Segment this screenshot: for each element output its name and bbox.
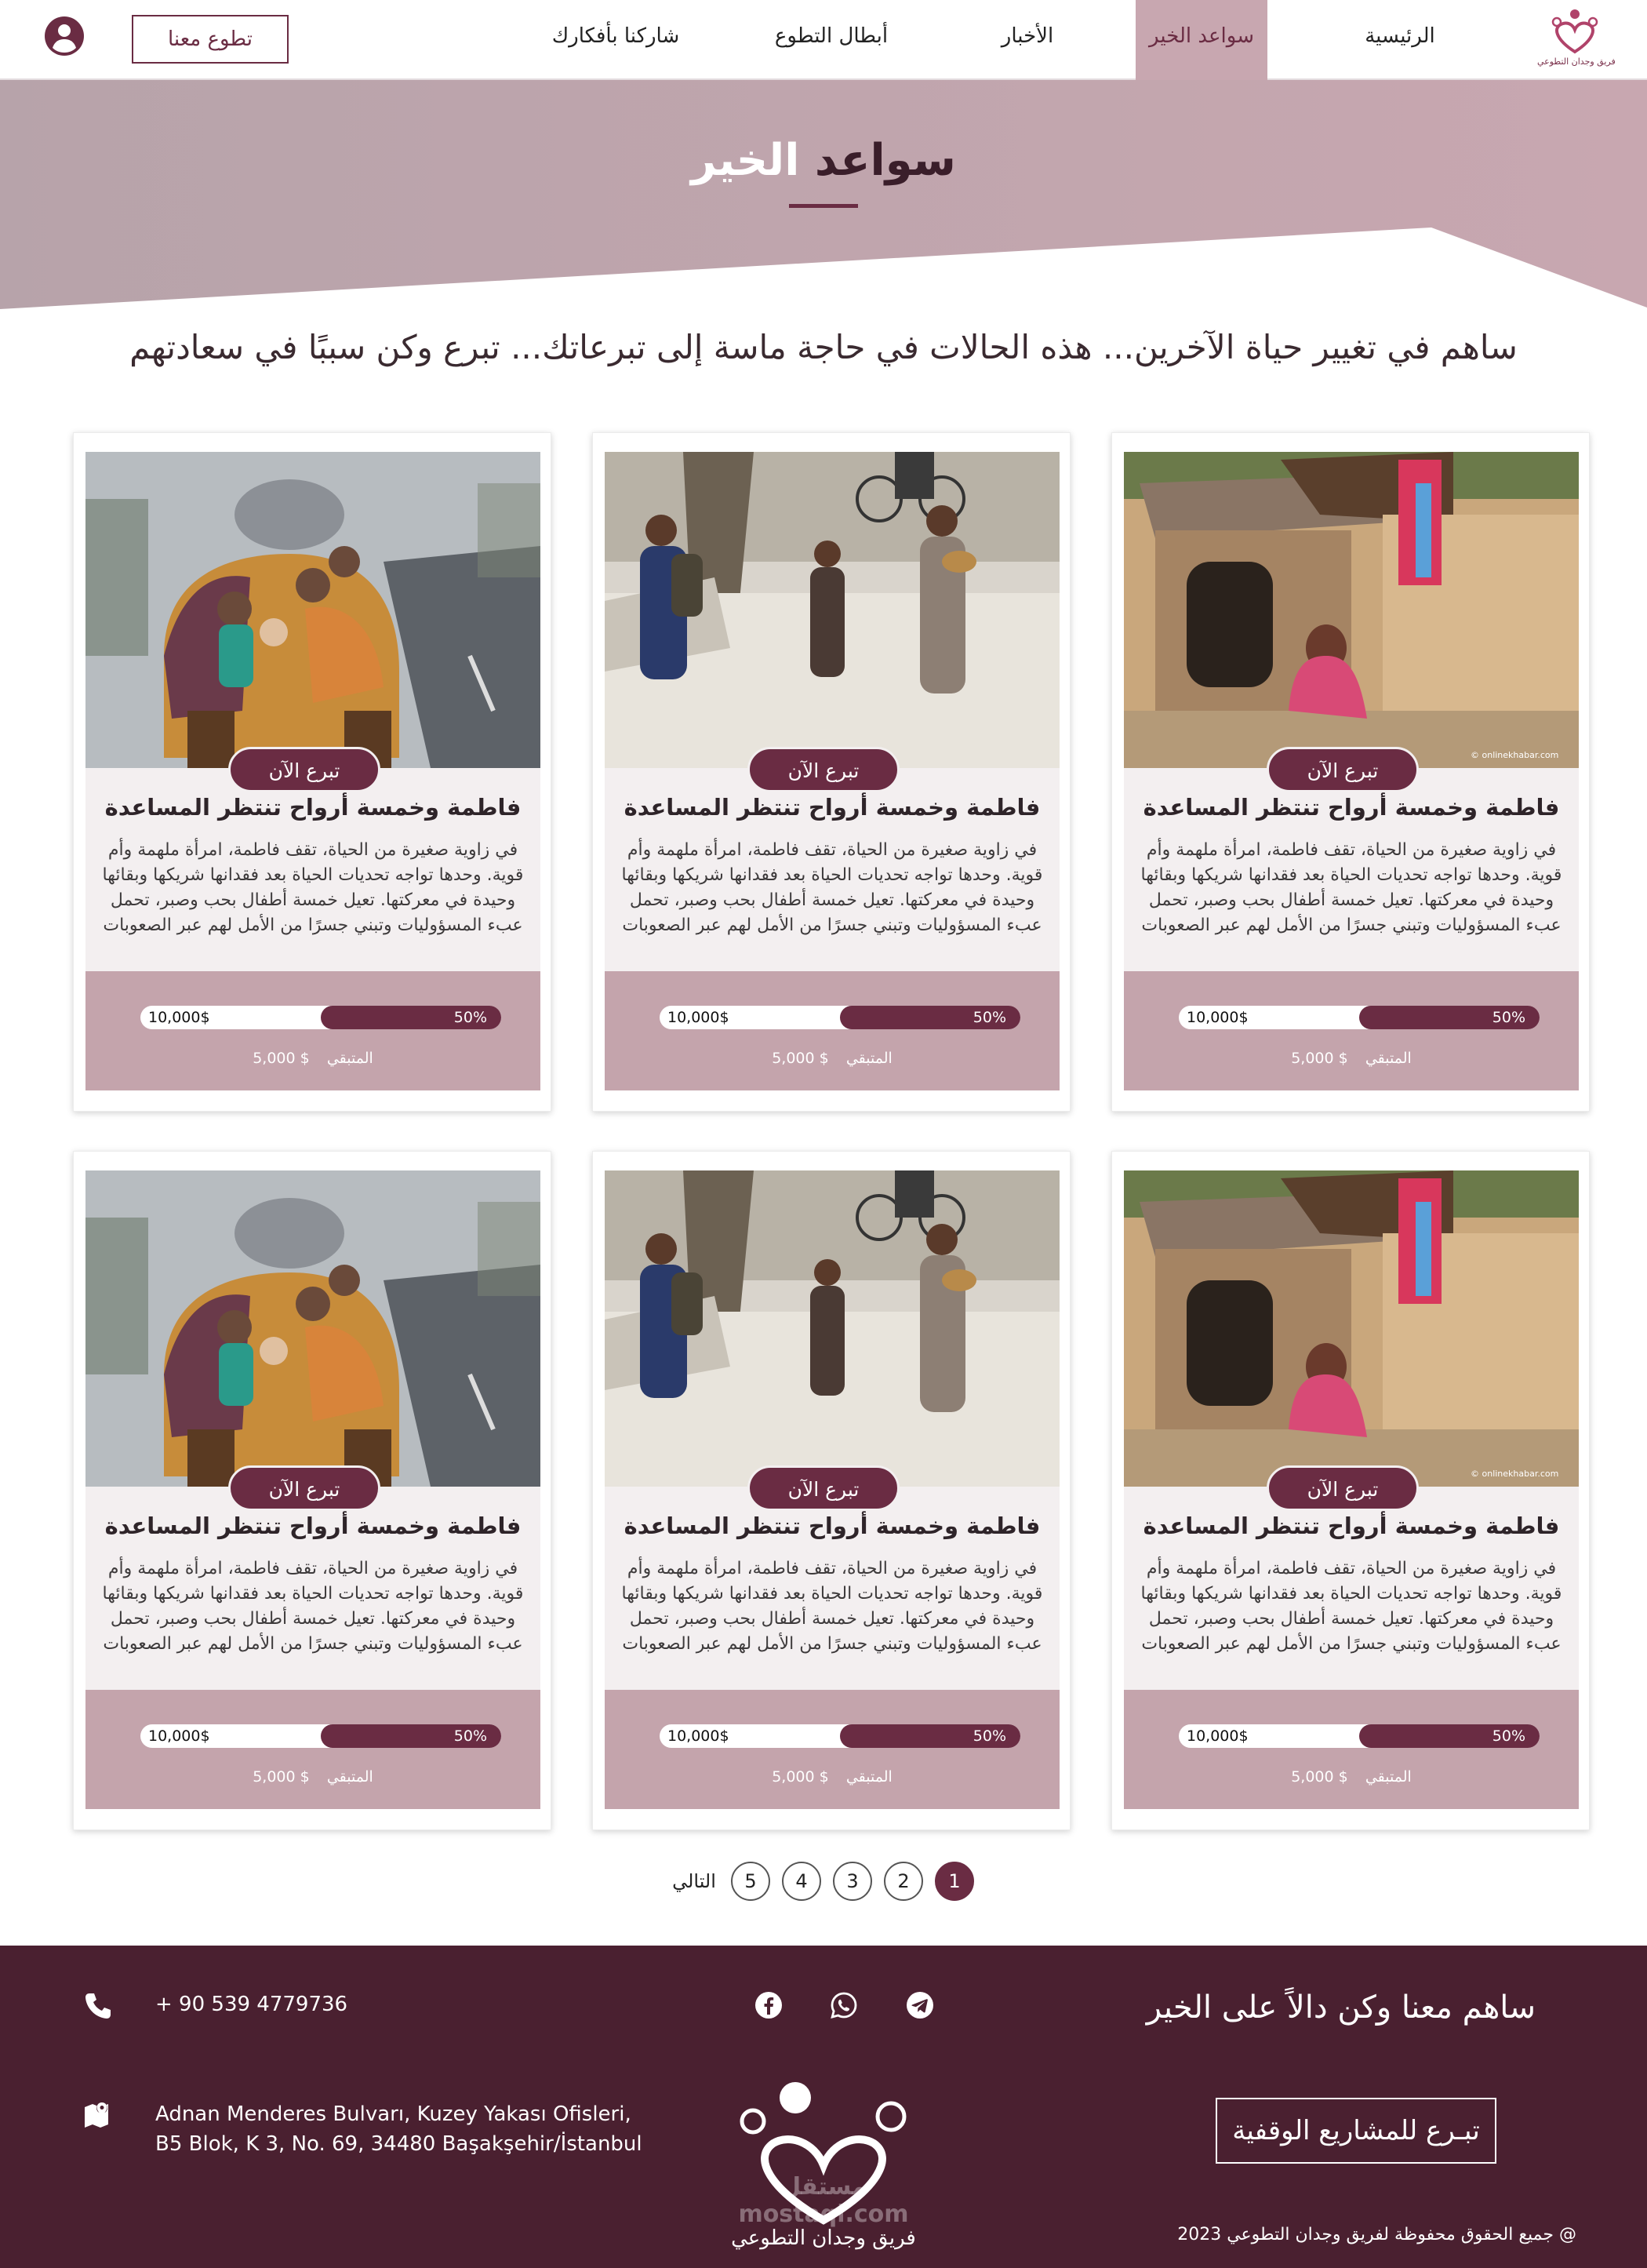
case-card[interactable] [1111,1151,1590,1830]
case-description: في زاوية صغيرة من الحياة، تقف فاطمة، امرأة ملهمة وأم قوية. وحدها تواجه تحديات الحياة بعد فقدانها شريكها وبقائها وحيدة في معركتها. تعيل خمسة أطفال بحب وصبر، تحمل عبء المسؤوليات وتبني جسرًا من الأمل لهم عبر الصعوبات [621,840,1043,935]
case-title: فاطمة وخمسة أرواح تنتظر المساعدة [1143,1513,1560,1539]
page-1-button[interactable]: 1 [935,1862,974,1901]
case-progress-panel [1124,971,1579,1090]
remaining-label: المتبقي [845,1050,893,1067]
photo-children-walking [605,1170,1060,1487]
case-description: في زاوية صغيرة من الحياة، تقف فاطمة، امرأة ملهمة وأم قوية. وحدها تواجه تحديات الحياة بعد فقدانها شريكها وبقائها وحيدة في معركتها. تعيل خمسة أطفال بحب وصبر، تحمل عبء المسؤوليات وتبني جسرًا من الأمل لهم عبر الصعوبات [102,840,524,935]
case-card[interactable] [73,1151,551,1830]
phone-icon [83,1991,113,2021]
remaining-label: المتبقي [1365,1050,1412,1067]
footer-slogan: ساهم معنا وكن دالاً على الخير [1146,1990,1536,2026]
case-description: في زاوية صغيرة من الحياة، تقف فاطمة، امرأة ملهمة وأم قوية. وحدها تواجه تحديات الحياة بعد فقدانها شريكها وبقائها وحيدة في معركتها. تعيل خمسة أطفال بحب وصبر، تحمل عبء المسؤوليات وتبني جسرًا من الأمل لهم عبر الصعوبات [1140,840,1562,935]
nav-item-volunteer-heroes[interactable]: أبطال التطوع [774,24,889,48]
logo-text: فريق وجدان التطوعي [1537,56,1616,67]
progress-percent: 50% [1492,1727,1525,1745]
donate-now-button[interactable]: تبرع الآن [747,747,900,792]
photo-woman-hut [1124,1170,1579,1487]
case-image[interactable] [1124,452,1579,768]
page-title-part1: سواعد [814,135,956,186]
nav-item-share-ideas[interactable]: شاركنا بأفكارك [551,24,680,48]
progress-percent: 50% [453,1727,487,1745]
progress-percent: 50% [1492,1009,1525,1026]
goal-amount: 10,000$ [1187,1009,1249,1026]
progress-bar [660,1006,1020,1029]
remaining-amount [605,1768,1060,1786]
remaining-label: المتبقي [1365,1768,1412,1786]
remaining-value: $ 5,000 [1291,1768,1348,1786]
heart-logo-icon [1547,5,1602,55]
progress-bar [660,1724,1020,1748]
donate-now-button[interactable]: تبرع الآن [1267,747,1419,792]
hero-banner [0,80,1647,311]
nav-item-home[interactable]: الرئيسية [1365,24,1435,48]
case-title: فاطمة وخمسة أرواح تنتظر المساعدة [104,794,522,821]
telegram-icon[interactable] [906,1991,934,2019]
progress-percent: 50% [453,1009,487,1026]
map-location-icon [83,2099,113,2129]
page-2-button[interactable]: 2 [884,1862,923,1901]
photo-woman-hut [1124,452,1579,768]
donate-now-button[interactable]: تبرع الآن [228,747,380,792]
progress-bar [1179,1006,1540,1029]
hero-background [0,80,1647,311]
donate-now-button[interactable]: تبرع الآن [747,1465,900,1511]
case-progress-panel [605,971,1060,1090]
svg-text:© onlinekhabar.com: © onlinekhabar.com [1471,750,1559,760]
footer-logo [698,2079,949,2267]
case-title: فاطمة وخمسة أرواح تنتظر المساعدة [624,794,1041,821]
remaining-amount [85,1050,540,1067]
donate-now-button[interactable]: تبرع الآن [228,1465,380,1511]
footer-logo-name: فريق وجدان التطوعي [731,2226,916,2250]
remaining-amount [85,1768,540,1786]
remaining-value: $ 5,000 [253,1050,310,1067]
case-progress-panel [605,1690,1060,1809]
case-card[interactable] [73,432,551,1112]
case-card[interactable] [1111,432,1590,1112]
case-description: في زاوية صغيرة من الحياة، تقف فاطمة، امرأة ملهمة وأم قوية. وحدها تواجه تحديات الحياة بعد فقدانها شريكها وبقائها وحيدة في معركتها. تعيل خمسة أطفال بحب وصبر، تحمل عبء المسؤوليات وتبني جسرًا من الأمل لهم عبر الصعوبات [102,1559,524,1654]
page-title [0,135,1647,186]
remaining-label: المتبقي [326,1050,373,1067]
case-title: فاطمة وخمسة أرواح تنتظر المساعدة [624,1513,1041,1539]
nav-item-news[interactable]: الأخبار [1001,24,1054,48]
phone-number: + 90 539 4779736 [155,1993,348,2016]
case-image[interactable] [605,452,1060,768]
remaining-label: المتبقي [326,1768,373,1786]
goal-amount: 10,000$ [667,1727,729,1745]
case-card[interactable] [592,432,1071,1112]
progress-bar [1179,1724,1540,1748]
whatsapp-icon[interactable] [830,1991,858,2019]
address-line-1: Adnan Menderes Bulvarı, Kuzey Yakası Ofisleri, [155,2102,631,2126]
svg-text:© onlinekhabar.com: © onlinekhabar.com [1471,1469,1559,1479]
remaining-amount [605,1050,1060,1067]
case-progress-panel [85,971,540,1090]
photo-family-cart [85,452,540,768]
remaining-value: $ 5,000 [1291,1050,1348,1067]
next-page-button[interactable]: التالي [672,1870,716,1892]
case-image[interactable] [605,1170,1060,1487]
navbar [0,0,1647,80]
case-card[interactable] [592,1151,1071,1830]
address-line-2: B5 Blok, K 3, No. 69, 34480 Başakşehir/İstanbul [155,2132,642,2156]
progress-percent: 50% [973,1009,1006,1026]
progress-bar [140,1006,501,1029]
watermark-text: مستقل mostaql.com [738,2173,909,2228]
photo-family-cart [85,1170,540,1487]
nav-item-good-hands[interactable]: سواعد الخير [1136,0,1267,80]
page-title-part2: الخير [691,135,800,186]
facebook-icon[interactable] [754,1991,783,2019]
page-5-button[interactable]: 5 [731,1862,770,1901]
title-underline [789,204,858,208]
donate-now-button[interactable]: تبرع الآن [1267,1465,1419,1511]
user-account-icon[interactable] [44,16,85,56]
remaining-value: $ 5,000 [772,1050,829,1067]
remaining-value: $ 5,000 [253,1768,310,1786]
progress-bar [140,1724,501,1748]
goal-amount: 10,000$ [1187,1727,1249,1745]
footer [0,1946,1647,2268]
case-image[interactable] [85,452,540,768]
logo[interactable] [1537,5,1616,75]
case-image[interactable] [1124,1170,1579,1487]
case-image[interactable] [85,1170,540,1487]
goal-amount: 10,000$ [148,1727,210,1745]
page-4-button[interactable]: 4 [782,1862,821,1901]
copyright: @ جميع الحقوق محفوظة لفريق وجدان التطوعي 2023 [1177,2225,1576,2244]
remaining-amount [1124,1050,1579,1067]
goal-amount: 10,000$ [148,1009,210,1026]
case-title: فاطمة وخمسة أرواح تنتظر المساعدة [1143,794,1560,821]
case-progress-panel [85,1690,540,1809]
case-description: في زاوية صغيرة من الحياة، تقف فاطمة، امرأة ملهمة وأم قوية. وحدها تواجه تحديات الحياة بعد فقدانها شريكها وبقائها وحيدة في معركتها. تعيل خمسة أطفال بحب وصبر، تحمل عبء المسؤوليات وتبني جسرًا من الأمل لهم عبر الصعوبات [1140,1559,1562,1654]
goal-amount: 10,000$ [667,1009,729,1026]
tagline: ساهم في تغيير حياة الآخرين... هذه الحالات في حاجة ماسة إلى تبرعاتك... تبرع وكن سببًا في سعادتهم [129,328,1518,366]
photo-children-walking [605,452,1060,768]
case-progress-panel [1124,1690,1579,1809]
case-title: فاطمة وخمسة أرواح تنتظر المساعدة [104,1513,522,1539]
page-3-button[interactable]: 3 [833,1862,872,1901]
donate-endowment-button[interactable]: تبـرع للمشاريع الوقفية [1216,2098,1496,2164]
remaining-label: المتبقي [845,1768,893,1786]
remaining-value: $ 5,000 [772,1768,829,1786]
case-description: في زاوية صغيرة من الحياة، تقف فاطمة، امرأة ملهمة وأم قوية. وحدها تواجه تحديات الحياة بعد فقدانها شريكها وبقائها وحيدة في معركتها. تعيل خمسة أطفال بحب وصبر، تحمل عبء المسؤوليات وتبني جسرًا من الأمل لهم عبر الصعوبات [621,1559,1043,1654]
progress-percent: 50% [973,1727,1006,1745]
volunteer-with-us-button[interactable]: تطوع معنا [132,15,289,64]
remaining-amount [1124,1768,1579,1786]
